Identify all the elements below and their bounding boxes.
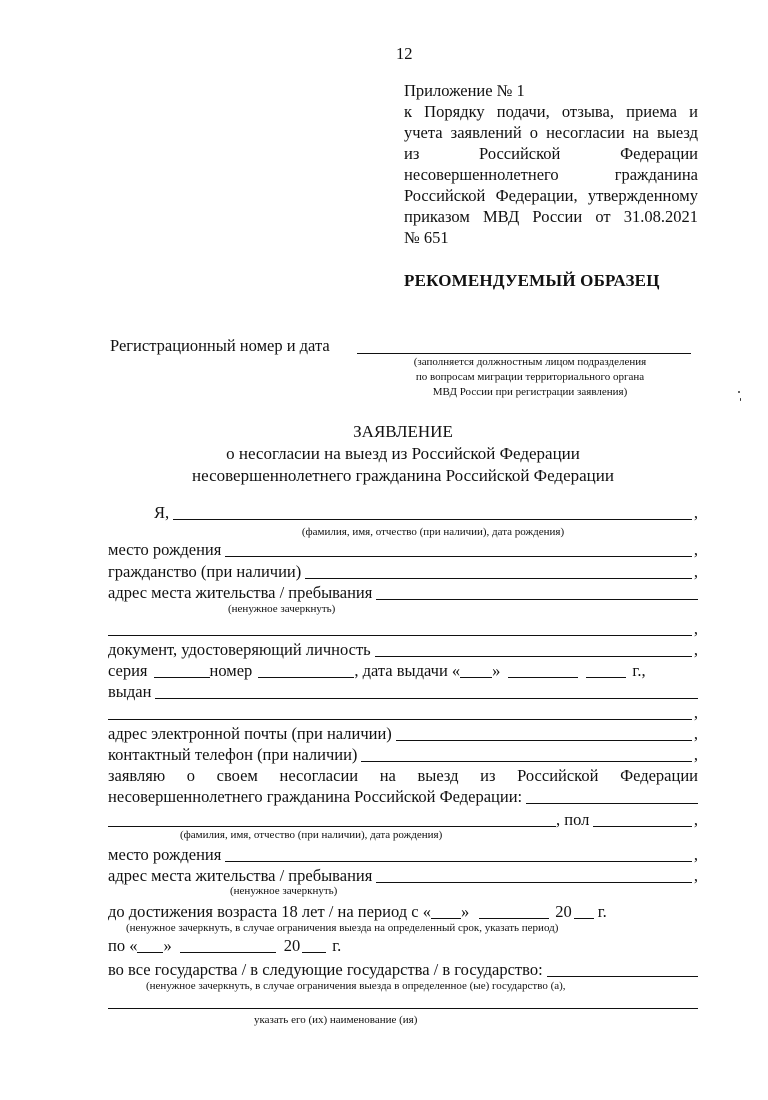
- applicant-address-row-2: [108, 619, 698, 639]
- appendix-block: [404, 80, 698, 248]
- declaration-line-2: несовершеннолетнего гражданина Российской Федерации:: [108, 787, 523, 806]
- applicant-birthplace-row: [108, 540, 698, 560]
- period-from-day-field[interactable]: [431, 918, 461, 919]
- applicant-address-field[interactable]: [376, 599, 698, 600]
- registration-caption-line-2: по вопросам миграции территориального органа: [415, 371, 645, 383]
- appendix-line-6: Российской Федерации, утвержденному: [404, 186, 698, 205]
- period-to-day-field[interactable]: [137, 952, 163, 953]
- minor-address-field[interactable]: [376, 882, 692, 883]
- applicant-email-row: [108, 724, 698, 744]
- comma: ,: [693, 640, 698, 659]
- applicant-address-row: [108, 583, 698, 603]
- applicant-email-field[interactable]: [396, 740, 692, 741]
- statement-subtitle-1: о несогласии на выезд из Российской Федерации: [226, 444, 580, 463]
- registration-caption: [370, 355, 690, 400]
- applicant-ya-label: Я,: [154, 503, 170, 522]
- period-to-row: [108, 936, 698, 956]
- states-caption: (ненужное зачеркнуть, в случае ограничения выезда в определенное (ые) государство (а),: [146, 980, 566, 992]
- applicant-fio-field[interactable]: [173, 519, 692, 520]
- states-caption-2: указать его (их) наименование (ия): [254, 1014, 418, 1026]
- applicant-series-label: серия: [108, 661, 148, 680]
- minor-address-caption: (ненужное зачеркнуть): [230, 885, 338, 897]
- appendix-line-3: учета заявлений о несогласии на выезд: [404, 123, 698, 142]
- minor-birthplace-row: [108, 845, 698, 865]
- applicant-issued-by-label: выдан: [108, 682, 152, 701]
- applicant-issued-by-row: [108, 682, 698, 702]
- minor-sex-field[interactable]: [593, 826, 692, 827]
- comma: ,: [693, 540, 698, 559]
- applicant-phone-row: [108, 745, 698, 765]
- applicant-id-doc-field[interactable]: [375, 656, 692, 657]
- minor-address-row: [108, 866, 698, 886]
- states-row: [108, 960, 698, 980]
- registration-field[interactable]: [357, 353, 691, 354]
- period-to-year-suffix: г.: [332, 936, 342, 955]
- applicant-birthplace-label: место рождения: [108, 540, 222, 559]
- states-field[interactable]: [547, 976, 698, 977]
- statement-title: ЗАЯВЛЕНИЕ: [353, 422, 453, 441]
- minor-sex-label: , пол: [556, 810, 590, 829]
- period-century: 20: [555, 902, 572, 921]
- applicant-birthplace-field[interactable]: [225, 556, 692, 557]
- period-quote-close: »: [461, 902, 470, 921]
- registration-caption-line-1: (заполняется должностным лицом подразделения: [413, 356, 647, 368]
- applicant-issue-date-label: , дата выдачи «: [354, 661, 461, 680]
- appendix-line-2: к Порядку подачи, отзыва, приема и: [404, 102, 698, 121]
- states-field-2[interactable]: [108, 1008, 698, 1009]
- applicant-issue-quote-close: »: [492, 661, 501, 680]
- comma: ,: [693, 619, 698, 638]
- appendix-line-1: Приложение № 1: [404, 81, 525, 100]
- applicant-number-field[interactable]: [258, 677, 354, 678]
- period-row: [108, 902, 698, 922]
- comma: ,: [693, 845, 698, 864]
- minor-birthplace-field[interactable]: [225, 861, 692, 862]
- declaration-row-2: [108, 787, 698, 807]
- comma: ,: [693, 745, 698, 764]
- declaration-line-1: заявляю о своем несогласии на выезд из Российской Федерации: [108, 766, 698, 785]
- applicant-fio-row: [108, 503, 698, 523]
- period-to-label: по «: [108, 936, 138, 955]
- applicant-issue-month-field[interactable]: [508, 677, 578, 678]
- minor-fio-field[interactable]: [108, 826, 556, 827]
- applicant-issued-by-field[interactable]: [155, 698, 698, 699]
- comma: ,: [693, 866, 698, 885]
- scan-speck: [740, 398, 741, 401]
- period-caption: (ненужное зачеркнуть, в случае ограничения выезда на определенный срок, указать период): [126, 922, 559, 934]
- applicant-id-doc-row: [108, 640, 698, 660]
- comma: ,: [693, 724, 698, 743]
- period-from-year-field[interactable]: [574, 918, 594, 919]
- applicant-issue-day-field[interactable]: [460, 677, 492, 678]
- applicant-number-label: номер: [209, 661, 253, 680]
- period-until-label: до достижения возраста 18 лет / на период с «: [108, 902, 432, 921]
- appendix-line-8: № 651: [404, 228, 449, 247]
- applicant-series-field[interactable]: [154, 677, 210, 678]
- page-number: 12: [396, 44, 413, 63]
- registration-label: Регистрационный номер и дата: [110, 336, 330, 355]
- period-to-year-field[interactable]: [302, 952, 326, 953]
- minor-birthplace-label: место рождения: [108, 845, 222, 864]
- comma: ,: [693, 703, 698, 722]
- applicant-email-label: адрес электронной почты (при наличии): [108, 724, 392, 743]
- comma: ,: [693, 562, 698, 581]
- minor-fio-caption: (фамилия, имя, отчество (при наличии), дата рождения): [180, 829, 443, 841]
- applicant-citizenship-label: гражданство (при наличии): [108, 562, 302, 581]
- appendix-line-4: из Российской Федерации: [404, 144, 698, 163]
- applicant-citizenship-row: [108, 562, 698, 582]
- appendix-line-5: несовершеннолетнего гражданина: [404, 165, 698, 184]
- period-from-month-field[interactable]: [479, 918, 549, 919]
- appendix-line-7: приказом МВД России от 31.08.2021: [404, 207, 698, 226]
- applicant-issued-by-field-2[interactable]: [108, 719, 692, 720]
- applicant-series-row: [108, 661, 698, 681]
- period-to-century: 20: [283, 936, 301, 955]
- applicant-issue-year-suffix: г.,: [632, 661, 646, 680]
- applicant-id-doc-label: документ, удостоверяющий личность: [108, 640, 371, 659]
- period-to-month-field[interactable]: [180, 952, 276, 953]
- period-year-suffix: г.: [597, 902, 607, 921]
- sample-heading: РЕКОМЕНДУЕМЫЙ ОБРАЗЕЦ: [404, 271, 660, 290]
- applicant-address-label: адрес места жительства / пребывания: [108, 583, 373, 602]
- applicant-address-field-2[interactable]: [108, 635, 692, 636]
- minor-address-label: адрес места жительства / пребывания: [108, 866, 373, 885]
- period-to-quote-close: »: [163, 936, 172, 955]
- comma: ,: [693, 810, 698, 829]
- applicant-phone-field[interactable]: [361, 761, 691, 762]
- comma: ,: [693, 503, 698, 522]
- minor-fio-field-start[interactable]: [526, 803, 698, 804]
- statement-title-block: [108, 421, 698, 487]
- statement-subtitle-2: несовершеннолетнего гражданина Российской Федерации: [192, 466, 614, 485]
- applicant-fio-caption: (фамилия, имя, отчество (при наличии), дата рождения): [301, 526, 565, 538]
- states-label: во все государства / в следующие государства / в государство:: [108, 960, 543, 979]
- applicant-phone-label: контактный телефон (при наличии): [108, 745, 358, 764]
- registration-caption-line-3: МВД России при регистрации заявления): [432, 386, 628, 398]
- applicant-address-caption: (ненужное зачеркнуть): [228, 603, 336, 615]
- applicant-issued-by-row-2: [108, 703, 698, 723]
- applicant-issue-year-field[interactable]: [586, 677, 626, 678]
- scan-speck: [738, 391, 740, 393]
- applicant-citizenship-field[interactable]: [305, 578, 692, 579]
- minor-fio-row: [108, 810, 698, 830]
